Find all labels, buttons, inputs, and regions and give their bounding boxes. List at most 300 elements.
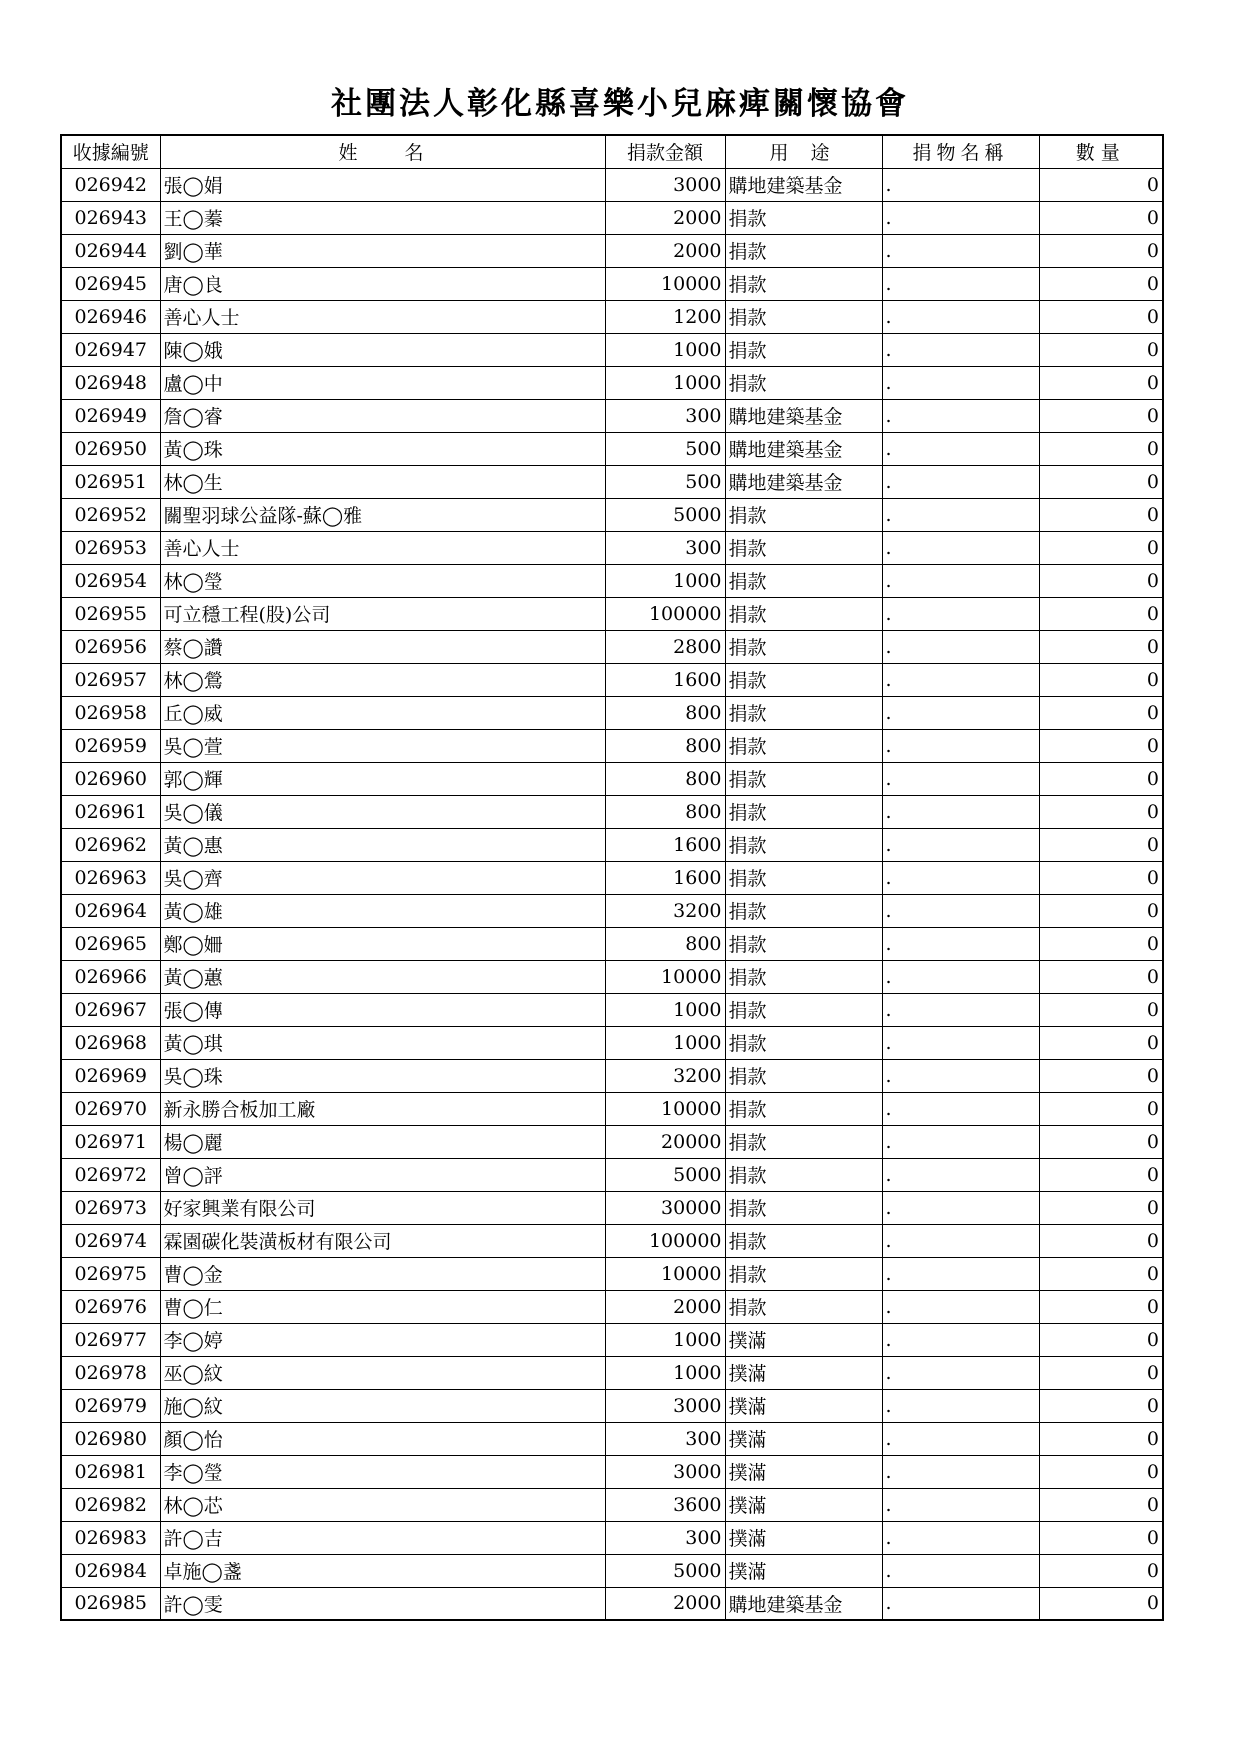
cell-item-name: . xyxy=(882,927,1039,960)
table-row xyxy=(61,498,1163,531)
cell-item-name: . xyxy=(882,1158,1039,1191)
cell-name: 詹◯睿 xyxy=(160,399,605,432)
cell-quantity: 0 xyxy=(1039,1356,1163,1389)
table-row xyxy=(61,366,1163,399)
cell-purpose: 撲滿 xyxy=(725,1389,882,1422)
cell-receipt-no: 026978 xyxy=(61,1356,160,1389)
cell-amount: 1000 xyxy=(605,1356,725,1389)
cell-receipt-no: 026955 xyxy=(61,597,160,630)
cell-quantity: 0 xyxy=(1039,498,1163,531)
cell-receipt-no: 026956 xyxy=(61,630,160,663)
table-row xyxy=(61,795,1163,828)
cell-amount: 800 xyxy=(605,795,725,828)
cell-name: 劉◯華 xyxy=(160,234,605,267)
header-quantity: 數量 xyxy=(1039,135,1163,168)
cell-item-name: . xyxy=(882,267,1039,300)
cell-quantity: 0 xyxy=(1039,597,1163,630)
cell-receipt-no: 026974 xyxy=(61,1224,160,1257)
page-title: 社團法人彰化縣喜樂小兒麻痺關懷協會 xyxy=(331,86,909,122)
cell-purpose: 捐款 xyxy=(725,597,882,630)
table-row xyxy=(61,1290,1163,1323)
cell-item-name: . xyxy=(882,465,1039,498)
cell-amount: 2000 xyxy=(605,1587,725,1620)
cell-item-name: . xyxy=(882,168,1039,201)
cell-item-name: . xyxy=(882,300,1039,333)
cell-purpose: 撲滿 xyxy=(725,1488,882,1521)
header-amount: 捐款金額 xyxy=(605,135,725,168)
cell-name: 曹◯金 xyxy=(160,1257,605,1290)
table-row xyxy=(61,234,1163,267)
cell-quantity: 0 xyxy=(1039,1389,1163,1422)
cell-name: 巫◯紋 xyxy=(160,1356,605,1389)
cell-receipt-no: 026960 xyxy=(61,762,160,795)
cell-item-name: . xyxy=(882,1455,1039,1488)
cell-name: 李◯瑩 xyxy=(160,1455,605,1488)
cell-purpose: 撲滿 xyxy=(725,1422,882,1455)
cell-receipt-no: 026948 xyxy=(61,366,160,399)
cell-name: 黃◯惠 xyxy=(160,828,605,861)
cell-quantity: 0 xyxy=(1039,1554,1163,1587)
cell-purpose: 購地建築基金 xyxy=(725,432,882,465)
cell-item-name: . xyxy=(882,564,1039,597)
cell-purpose: 捐款 xyxy=(725,795,882,828)
cell-purpose: 捐款 xyxy=(725,993,882,1026)
cell-quantity: 0 xyxy=(1039,1257,1163,1290)
table-row xyxy=(61,927,1163,960)
cell-receipt-no: 026952 xyxy=(61,498,160,531)
cell-name: 黃◯珠 xyxy=(160,432,605,465)
cell-amount: 100000 xyxy=(605,597,725,630)
cell-item-name: . xyxy=(882,1587,1039,1620)
table-row xyxy=(61,399,1163,432)
cell-amount: 3000 xyxy=(605,1389,725,1422)
cell-amount: 300 xyxy=(605,399,725,432)
cell-purpose: 捐款 xyxy=(725,1158,882,1191)
cell-item-name: . xyxy=(882,1389,1039,1422)
table-row xyxy=(61,696,1163,729)
cell-purpose: 捐款 xyxy=(725,498,882,531)
table-row xyxy=(61,663,1163,696)
cell-amount: 1000 xyxy=(605,366,725,399)
cell-name: 鄭◯姍 xyxy=(160,927,605,960)
cell-name: 唐◯良 xyxy=(160,267,605,300)
table-row xyxy=(61,1488,1163,1521)
cell-item-name: . xyxy=(882,1488,1039,1521)
cell-name: 關聖羽球公益隊-蘇◯雅 xyxy=(160,498,605,531)
cell-quantity: 0 xyxy=(1039,1026,1163,1059)
cell-item-name: . xyxy=(882,1323,1039,1356)
cell-receipt-no: 026963 xyxy=(61,861,160,894)
header-name: 姓 名 xyxy=(160,135,605,168)
cell-amount: 3000 xyxy=(605,168,725,201)
table-row xyxy=(61,1059,1163,1092)
cell-receipt-no: 026985 xyxy=(61,1587,160,1620)
cell-amount: 30000 xyxy=(605,1191,725,1224)
cell-name: 顏◯怡 xyxy=(160,1422,605,1455)
cell-purpose: 捐款 xyxy=(725,1026,882,1059)
cell-quantity: 0 xyxy=(1039,927,1163,960)
table-row xyxy=(61,432,1163,465)
cell-amount: 1200 xyxy=(605,300,725,333)
cell-receipt-no: 026944 xyxy=(61,234,160,267)
cell-receipt-no: 026942 xyxy=(61,168,160,201)
cell-amount: 800 xyxy=(605,762,725,795)
cell-receipt-no: 026983 xyxy=(61,1521,160,1554)
donation-table xyxy=(60,134,1164,1621)
cell-purpose: 購地建築基金 xyxy=(725,168,882,201)
cell-amount: 1000 xyxy=(605,1026,725,1059)
cell-purpose: 捐款 xyxy=(725,927,882,960)
cell-receipt-no: 026954 xyxy=(61,564,160,597)
cell-amount: 5000 xyxy=(605,1158,725,1191)
table-row xyxy=(61,630,1163,663)
cell-purpose: 捐款 xyxy=(725,531,882,564)
cell-purpose: 捐款 xyxy=(725,234,882,267)
cell-purpose: 捐款 xyxy=(725,894,882,927)
cell-receipt-no: 026980 xyxy=(61,1422,160,1455)
table-row xyxy=(61,1455,1163,1488)
cell-receipt-no: 026951 xyxy=(61,465,160,498)
cell-receipt-no: 026962 xyxy=(61,828,160,861)
cell-receipt-no: 026945 xyxy=(61,267,160,300)
cell-amount: 2000 xyxy=(605,1290,725,1323)
table-row xyxy=(61,729,1163,762)
table-row xyxy=(61,168,1163,201)
cell-item-name: . xyxy=(882,993,1039,1026)
cell-amount: 500 xyxy=(605,465,725,498)
cell-name: 林◯芯 xyxy=(160,1488,605,1521)
table-row xyxy=(61,1092,1163,1125)
cell-receipt-no: 026949 xyxy=(61,399,160,432)
cell-purpose: 捐款 xyxy=(725,1191,882,1224)
cell-receipt-no: 026981 xyxy=(61,1455,160,1488)
cell-quantity: 0 xyxy=(1039,1422,1163,1455)
cell-purpose: 捐款 xyxy=(725,201,882,234)
table-row xyxy=(61,267,1163,300)
cell-purpose: 捐款 xyxy=(725,828,882,861)
cell-receipt-no: 026976 xyxy=(61,1290,160,1323)
cell-quantity: 0 xyxy=(1039,795,1163,828)
cell-item-name: . xyxy=(882,762,1039,795)
table-row xyxy=(61,1191,1163,1224)
cell-name: 好家興業有限公司 xyxy=(160,1191,605,1224)
header-item-name: 捐物名稱 xyxy=(882,135,1039,168)
cell-name: 黃◯琪 xyxy=(160,1026,605,1059)
table-row xyxy=(61,201,1163,234)
cell-purpose: 捐款 xyxy=(725,696,882,729)
cell-amount: 1600 xyxy=(605,861,725,894)
table-row xyxy=(61,1356,1163,1389)
cell-name: 吳◯儀 xyxy=(160,795,605,828)
cell-purpose: 購地建築基金 xyxy=(725,465,882,498)
cell-receipt-no: 026968 xyxy=(61,1026,160,1059)
cell-name: 楊◯麗 xyxy=(160,1125,605,1158)
cell-quantity: 0 xyxy=(1039,630,1163,663)
cell-amount: 800 xyxy=(605,729,725,762)
cell-item-name: . xyxy=(882,366,1039,399)
table-row xyxy=(61,465,1163,498)
cell-quantity: 0 xyxy=(1039,1488,1163,1521)
cell-purpose: 捐款 xyxy=(725,630,882,663)
table-row xyxy=(61,1125,1163,1158)
cell-quantity: 0 xyxy=(1039,300,1163,333)
cell-item-name: . xyxy=(882,399,1039,432)
cell-item-name: . xyxy=(882,894,1039,927)
cell-amount: 3000 xyxy=(605,1455,725,1488)
cell-item-name: . xyxy=(882,795,1039,828)
table-row xyxy=(61,1389,1163,1422)
cell-receipt-no: 026953 xyxy=(61,531,160,564)
cell-amount: 500 xyxy=(605,432,725,465)
cell-amount: 1000 xyxy=(605,1323,725,1356)
cell-item-name: . xyxy=(882,1290,1039,1323)
cell-quantity: 0 xyxy=(1039,1224,1163,1257)
cell-quantity: 0 xyxy=(1039,531,1163,564)
cell-item-name: . xyxy=(882,1422,1039,1455)
cell-purpose: 捐款 xyxy=(725,1092,882,1125)
cell-receipt-no: 026961 xyxy=(61,795,160,828)
cell-receipt-no: 026970 xyxy=(61,1092,160,1125)
cell-quantity: 0 xyxy=(1039,267,1163,300)
header-receipt-no: 收據編號 xyxy=(61,135,160,168)
cell-purpose: 購地建築基金 xyxy=(725,399,882,432)
cell-quantity: 0 xyxy=(1039,663,1163,696)
table-row xyxy=(61,531,1163,564)
cell-name: 張◯傳 xyxy=(160,993,605,1026)
cell-item-name: . xyxy=(882,960,1039,993)
cell-name: 施◯紋 xyxy=(160,1389,605,1422)
cell-receipt-no: 026946 xyxy=(61,300,160,333)
cell-name: 王◯蓁 xyxy=(160,201,605,234)
cell-purpose: 捐款 xyxy=(725,762,882,795)
cell-purpose: 捐款 xyxy=(725,1290,882,1323)
cell-name: 丘◯威 xyxy=(160,696,605,729)
header-purpose: 用 途 xyxy=(725,135,882,168)
cell-purpose: 撲滿 xyxy=(725,1521,882,1554)
cell-purpose: 捐款 xyxy=(725,1125,882,1158)
cell-name: 許◯雯 xyxy=(160,1587,605,1620)
table-row xyxy=(61,960,1163,993)
cell-amount: 1000 xyxy=(605,333,725,366)
cell-amount: 800 xyxy=(605,696,725,729)
cell-name: 盧◯中 xyxy=(160,366,605,399)
cell-item-name: . xyxy=(882,1191,1039,1224)
cell-name: 曹◯仁 xyxy=(160,1290,605,1323)
cell-receipt-no: 026950 xyxy=(61,432,160,465)
cell-quantity: 0 xyxy=(1039,960,1163,993)
cell-amount: 300 xyxy=(605,1521,725,1554)
cell-amount: 5000 xyxy=(605,1554,725,1587)
cell-item-name: . xyxy=(882,1059,1039,1092)
cell-amount: 800 xyxy=(605,927,725,960)
cell-receipt-no: 026982 xyxy=(61,1488,160,1521)
cell-quantity: 0 xyxy=(1039,234,1163,267)
cell-name: 吳◯珠 xyxy=(160,1059,605,1092)
table-row xyxy=(61,1158,1163,1191)
cell-receipt-no: 026967 xyxy=(61,993,160,1026)
cell-item-name: . xyxy=(882,729,1039,762)
cell-receipt-no: 026972 xyxy=(61,1158,160,1191)
cell-name: 張◯娟 xyxy=(160,168,605,201)
cell-amount: 1000 xyxy=(605,564,725,597)
cell-quantity: 0 xyxy=(1039,333,1163,366)
cell-item-name: . xyxy=(882,696,1039,729)
cell-name: 蔡◯讚 xyxy=(160,630,605,663)
cell-receipt-no: 026958 xyxy=(61,696,160,729)
cell-receipt-no: 026965 xyxy=(61,927,160,960)
cell-purpose: 捐款 xyxy=(725,300,882,333)
table-body xyxy=(61,168,1163,1620)
table-row xyxy=(61,762,1163,795)
cell-amount: 3600 xyxy=(605,1488,725,1521)
cell-quantity: 0 xyxy=(1039,894,1163,927)
cell-item-name: . xyxy=(882,201,1039,234)
cell-quantity: 0 xyxy=(1039,168,1163,201)
cell-amount: 300 xyxy=(605,531,725,564)
cell-quantity: 0 xyxy=(1039,1191,1163,1224)
cell-item-name: . xyxy=(882,1125,1039,1158)
cell-amount: 2000 xyxy=(605,201,725,234)
cell-name: 黃◯蕙 xyxy=(160,960,605,993)
cell-receipt-no: 026943 xyxy=(61,201,160,234)
cell-amount: 3200 xyxy=(605,1059,725,1092)
cell-receipt-no: 026966 xyxy=(61,960,160,993)
cell-item-name: . xyxy=(882,1521,1039,1554)
cell-name: 郭◯輝 xyxy=(160,762,605,795)
cell-amount: 20000 xyxy=(605,1125,725,1158)
cell-quantity: 0 xyxy=(1039,1521,1163,1554)
cell-quantity: 0 xyxy=(1039,1587,1163,1620)
cell-receipt-no: 026947 xyxy=(61,333,160,366)
cell-item-name: . xyxy=(882,498,1039,531)
cell-receipt-no: 026969 xyxy=(61,1059,160,1092)
cell-name: 曾◯評 xyxy=(160,1158,605,1191)
cell-receipt-no: 026971 xyxy=(61,1125,160,1158)
cell-name: 可立穩工程(股)公司 xyxy=(160,597,605,630)
cell-item-name: . xyxy=(882,597,1039,630)
cell-quantity: 0 xyxy=(1039,1092,1163,1125)
cell-quantity: 0 xyxy=(1039,564,1163,597)
cell-name: 卓施◯盞 xyxy=(160,1554,605,1587)
cell-quantity: 0 xyxy=(1039,861,1163,894)
table-row xyxy=(61,1521,1163,1554)
cell-quantity: 0 xyxy=(1039,762,1163,795)
cell-quantity: 0 xyxy=(1039,1059,1163,1092)
table-row xyxy=(61,828,1163,861)
table-row xyxy=(61,564,1163,597)
cell-quantity: 0 xyxy=(1039,1290,1163,1323)
cell-name: 許◯吉 xyxy=(160,1521,605,1554)
table-row xyxy=(61,1323,1163,1356)
cell-purpose: 購地建築基金 xyxy=(725,1587,882,1620)
cell-amount: 1000 xyxy=(605,993,725,1026)
cell-item-name: . xyxy=(882,663,1039,696)
cell-quantity: 0 xyxy=(1039,696,1163,729)
cell-quantity: 0 xyxy=(1039,201,1163,234)
cell-purpose: 捐款 xyxy=(725,861,882,894)
table-row xyxy=(61,1554,1163,1587)
cell-purpose: 捐款 xyxy=(725,267,882,300)
cell-receipt-no: 026979 xyxy=(61,1389,160,1422)
cell-amount: 300 xyxy=(605,1422,725,1455)
cell-amount: 2800 xyxy=(605,630,725,663)
cell-receipt-no: 026959 xyxy=(61,729,160,762)
cell-item-name: . xyxy=(882,1356,1039,1389)
cell-amount: 10000 xyxy=(605,1257,725,1290)
cell-name: 善心人士 xyxy=(160,531,605,564)
cell-item-name: . xyxy=(882,1257,1039,1290)
cell-name: 吳◯齊 xyxy=(160,861,605,894)
cell-receipt-no: 026977 xyxy=(61,1323,160,1356)
cell-name: 新永勝合板加工廠 xyxy=(160,1092,605,1125)
table-row xyxy=(61,1422,1163,1455)
table-row xyxy=(61,1224,1163,1257)
table-row xyxy=(61,300,1163,333)
cell-quantity: 0 xyxy=(1039,432,1163,465)
cell-purpose: 撲滿 xyxy=(725,1554,882,1587)
cell-receipt-no: 026984 xyxy=(61,1554,160,1587)
table-row xyxy=(61,1026,1163,1059)
cell-quantity: 0 xyxy=(1039,1125,1163,1158)
cell-item-name: . xyxy=(882,861,1039,894)
cell-item-name: . xyxy=(882,333,1039,366)
cell-purpose: 捐款 xyxy=(725,564,882,597)
cell-amount: 2000 xyxy=(605,234,725,267)
cell-item-name: . xyxy=(882,630,1039,663)
cell-amount: 3200 xyxy=(605,894,725,927)
cell-amount: 1600 xyxy=(605,828,725,861)
cell-name: 霖園碳化裝潢板材有限公司 xyxy=(160,1224,605,1257)
cell-purpose: 捐款 xyxy=(725,663,882,696)
cell-quantity: 0 xyxy=(1039,399,1163,432)
cell-name: 李◯婷 xyxy=(160,1323,605,1356)
table-row xyxy=(61,861,1163,894)
cell-quantity: 0 xyxy=(1039,366,1163,399)
cell-purpose: 捐款 xyxy=(725,1059,882,1092)
cell-quantity: 0 xyxy=(1039,993,1163,1026)
cell-purpose: 捐款 xyxy=(725,1224,882,1257)
cell-name: 善心人士 xyxy=(160,300,605,333)
cell-name: 林◯瑩 xyxy=(160,564,605,597)
cell-receipt-no: 026975 xyxy=(61,1257,160,1290)
cell-purpose: 捐款 xyxy=(725,366,882,399)
cell-amount: 1600 xyxy=(605,663,725,696)
cell-quantity: 0 xyxy=(1039,1323,1163,1356)
cell-name: 林◯鶯 xyxy=(160,663,605,696)
cell-item-name: . xyxy=(882,1026,1039,1059)
cell-name: 陳◯娥 xyxy=(160,333,605,366)
cell-item-name: . xyxy=(882,1092,1039,1125)
cell-purpose: 捐款 xyxy=(725,333,882,366)
cell-purpose: 捐款 xyxy=(725,1257,882,1290)
cell-name: 黃◯雄 xyxy=(160,894,605,927)
cell-quantity: 0 xyxy=(1039,465,1163,498)
cell-item-name: . xyxy=(882,432,1039,465)
cell-item-name: . xyxy=(882,1224,1039,1257)
cell-amount: 5000 xyxy=(605,498,725,531)
cell-receipt-no: 026964 xyxy=(61,894,160,927)
table-row xyxy=(61,1587,1163,1620)
cell-purpose: 捐款 xyxy=(725,729,882,762)
cell-name: 吳◯萱 xyxy=(160,729,605,762)
cell-quantity: 0 xyxy=(1039,828,1163,861)
cell-quantity: 0 xyxy=(1039,1158,1163,1191)
table-row xyxy=(61,1257,1163,1290)
table-row xyxy=(61,333,1163,366)
cell-quantity: 0 xyxy=(1039,1455,1163,1488)
cell-purpose: 撲滿 xyxy=(725,1455,882,1488)
cell-quantity: 0 xyxy=(1039,729,1163,762)
